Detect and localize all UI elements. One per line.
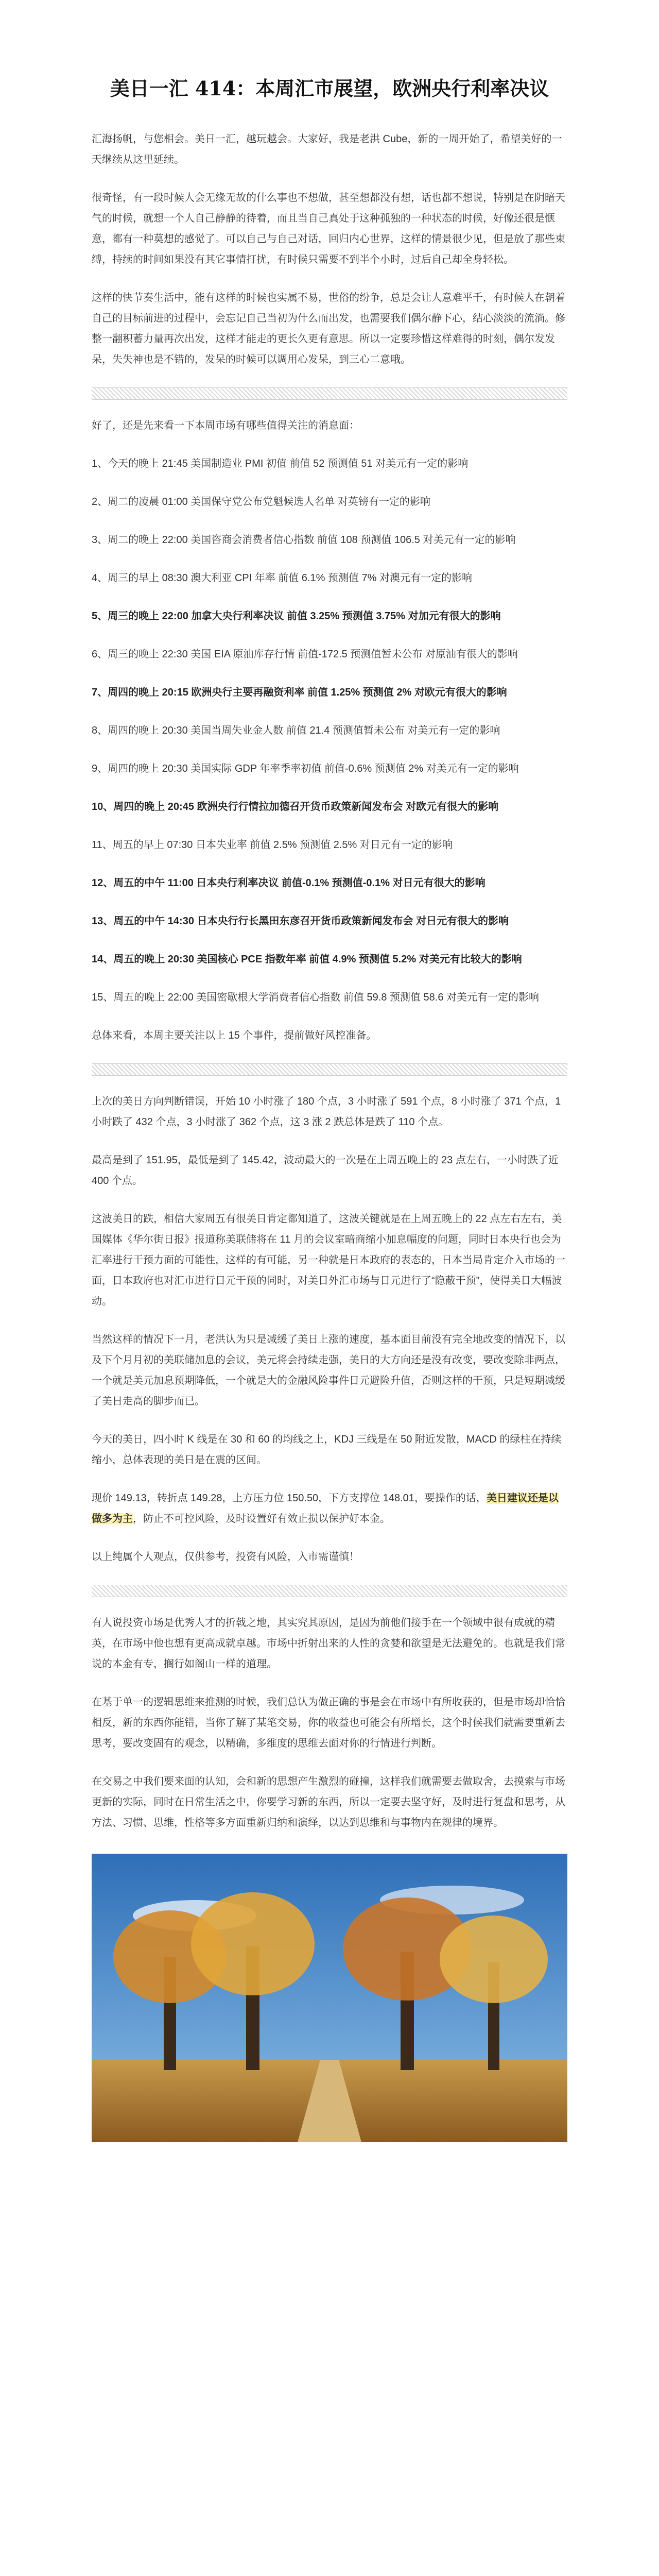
analysis-paragraph: 最高是到了 151.95，最低是到了 145.42，波动最大的一次是在上周五晚上的 23 点左右，一小时跌了近 400 个点。 [92, 1155, 559, 1187]
event-item: 11、周五的早上 07:30 日本失业率 前值 2.5% 预测值 2.5% 对日元有一定的影响 [92, 839, 453, 851]
strategy-tail: ，防止不可控风险，及时设置好有效止损以保护好本金。 [133, 1513, 390, 1524]
analysis-paragraph: 当然这样的情况下一月，老洪认为只是减缓了美日上涨的速度，基本面目前没有完全地改变的情况下，以及下个月月初的美联储加息的会议，美元将会持续走强，美日的大方向还是没有改变，要改变除非两点，一个就是美元加息预期降低，一个就是大的金融风险事件日元避险升值，否则这样的干预，只是短期减缓了美日走高的脚步而已。 [92, 1334, 565, 1407]
strategy-highlight: 美日建议还是以做多为主 [92, 1493, 559, 1524]
event-item: 14、周五的晚上 20:30 美国核心 PCE 指数年率 前值 4.9% 预测值 5.2% 对美元有比较大的影响 [92, 954, 522, 965]
event-item: 1、今天的晚上 21:45 美国制造业 PMI 初值 前值 52 预测值 51 对美元有一定的影响 [92, 458, 469, 469]
event-item: 10、周四的晚上 20:45 欧洲央行行情拉加德召开货币政策新闻发布会 对欧元有很大的影响 [92, 801, 499, 812]
autumn-trees-photo [92, 1854, 567, 2142]
event-item: 7、周四的晚上 20:15 欧洲央行主要再融资利率 前值 1.25% 预测值 2% 对欧元有很大的影响 [92, 687, 507, 698]
strategy-text: 现价 149.13，转折点 149.28，上方压力位 150.50，下方支撑位 148.01，要操作的话， [92, 1493, 487, 1504]
event-item: 9、周四的晚上 20:30 美国实际 GDP 年率季率初值 前值-0.6% 预测值 2% 对美元有一定的影响 [92, 763, 519, 774]
strategy-paragraph [92, 1488, 567, 1529]
closing-paragraph: 在基于单一的逻辑思维来推测的时候，我们总认为做正确的事是会在市场中有所收获的，但是市场却恰恰相反，新的东西你能错，当你了解了某笔交易，你的收益也可能会有所增长，这个时候我们就需要重新去思考，要改变固有的观念，以精确，多维度的思维去面对你的行情进行判断。 [92, 1697, 565, 1749]
events-intro: 好了，还是先来看一下本周市场有哪些值得关注的消息面： [92, 420, 359, 431]
section-divider [92, 387, 567, 400]
event-item: 12、周五的中午 11:00 日本央行利率决议 前值-0.1% 预测值-0.1% 对日元有很大的影响 [92, 877, 485, 889]
article-title: 美日一汇 414：本周汇市展望，欧洲央行利率决议 [110, 77, 549, 100]
event-item: 5、周三的晚上 22:00 加拿大央行利率决议 前值 3.25% 预测值 3.75% 对加元有很大的影响 [92, 611, 501, 622]
event-item: 3、周二的晚上 22:00 美国咨商会消费者信心指数 前值 108 预测值 106.5 对美元有一定的影响 [92, 534, 516, 546]
intro-paragraph: 很奇怪，有一段时候人会无缘无故的什么事也不想做，甚至想都没有想，话也都不想说，特别是在阴暗天气的时候，就想一个人自己静静的待着，而且当自己真处于这种孤独的一种状态的时候，好像还很是惬意，都有一种莫想的感觉了。可以自己与自己对话，回归内心世界，这样的情景很少见，但是放了那些束缚，持续的时间如果没有其它事情打扰，有时候只需要不到半个小时，过后自己却全身轻松。 [92, 192, 565, 265]
section-divider [92, 1585, 567, 1597]
event-item: 4、周三的早上 08:30 澳大利亚 CPI 年率 前值 6.1% 预测值 7% 对澳元有一定的影响 [92, 572, 473, 584]
section-divider [92, 1063, 567, 1076]
events-summary: 总体来看，本周主要关注以上 15 个事件，提前做好风控准备。 [92, 1030, 377, 1041]
analysis-paragraph: 今天的美日，四小时 K 线是在 30 和 60 的均线之上，KDJ 三线是在 50 附近发散，MACD 的绿柱在持续缩小，总体表现的美日是在震的区间。 [92, 1434, 562, 1466]
article [92, 0, 567, 2142]
event-item: 6、周三的晚上 22:30 美国 EIA 原油库存行情 前值-172.5 预测值暂未公布 对原油有很大的影响 [92, 649, 518, 660]
closing-paragraph: 在交易之中我们要来面的认知，会和新的思想产生激烈的碰撞，这样我们就需要去做取舍，去摸索与市场更新的实际，同时在日常生活之中，你要学习新的东西，所以一定要去坚守好，及时进行复盘和思考，从方法、习惯、思维，性格等多方面重新归纳和演绎，以达到思维和与事物内在规律的境界。 [92, 1776, 565, 1828]
analysis-paragraph: 上次的美日方向判断错误，开始 10 小时涨了 180 个点，3 小时涨了 591 个点，8 小时涨了 371 个点，1 小时跌了 432 个点，3 小时涨了 362 个点，这 3 涨 2 跌总体是跌了 110 个点。 [92, 1096, 561, 1128]
event-item: 2、周二的凌晨 01:00 美国保守党公布党魁候选人名单 对英镑有一定的影响 [92, 496, 430, 507]
events-list [92, 453, 567, 1008]
intro-paragraph: 这样的快节奏生活中，能有这样的时候也实属不易，世俗的纷争，总是会让人意难平千，有时候人在朝着自己的目标前进的过程中，会忘记自己当初为什么而出发，也需要我们偶尔静下心，结心淡淡的流淌。修整一翻积蓄力量再次出发，这样才能走的更长久更有意思。所以一定要珍惜这样难得的时刻，偶尔发发呆，失失神也是不错的，发呆的时候可以调用心发呆，到三心二意哦。 [92, 292, 565, 365]
intro-paragraph: 汇海扬帆，与您相会。美日一汇，越玩越会。大家好，我是老洪 Cube，新的一周开始了，希望美好的一天继续从这里延续。 [92, 133, 562, 165]
event-item: 13、周五的中午 14:30 日本央行行长黑田东彦召开货币政策新闻发布会 对日元有很大的影响 [92, 916, 509, 927]
event-item: 15、周五的晚上 22:00 美国密歇根大学消费者信心指数 前值 59.8 预测值 58.6 对美元有一定的影响 [92, 992, 540, 1003]
analysis-paragraph: 这波美日的跌，相信大家周五有很美日肯定都知道了，这波关键就是在上周五晚上的 22 点左右左右，美国媒体《华尔街日报》报道称美联储将在 11 月的会议室暗商缩小加息幅度的问题，同时日本央行也会为汇率进行干预力面的可能性，这样的有可能，另一种就是日本政府的表态的，日本当局肯定介入市场的一面，日本政府也对汇市进行日元干预的同时，对美日外汇市场与日元进行了“隐蔽干预”，使得美日大幅波动。 [92, 1213, 565, 1307]
event-item: 8、周四的晚上 20:30 美国当周失业金人数 前值 21.4 预测值暂未公布 对美元有一定的影响 [92, 725, 500, 736]
disclaimer: 以上纯属个人观点，仅供参考，投资有风险，入市需谨慎！ [92, 1551, 359, 1563]
closing-paragraph: 有人说投资市场是优秀人才的折戟之地，其实究其原因，是因为前他们接手在一个领域中很有成就的精英，在市场中他也想有更高成就卓越。市场中折射出来的人性的贪婪和欲望是无法避免的。也就是我们常说的本金有专，搁行如阁山一样的道理。 [92, 1617, 565, 1670]
